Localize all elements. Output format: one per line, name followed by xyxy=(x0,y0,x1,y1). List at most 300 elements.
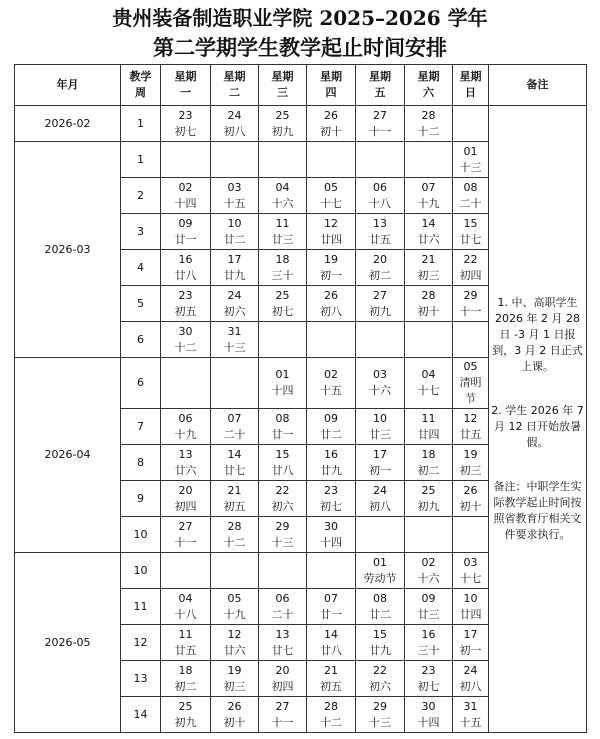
day-cell xyxy=(259,625,307,661)
header-remarks xyxy=(489,65,587,106)
day-cell xyxy=(259,589,307,625)
day-cell xyxy=(161,409,211,445)
day-number: 20 xyxy=(178,483,193,497)
title-line-1: 贵州装备制造职业学院 2025–2026 学年 xyxy=(112,6,488,30)
day-cell xyxy=(307,250,356,286)
empty-day-cell xyxy=(211,142,259,178)
day-number: 08 xyxy=(373,591,387,605)
day-cell xyxy=(161,625,211,661)
day-number: 31 xyxy=(227,324,242,338)
lunar-date: 三十 xyxy=(271,268,294,282)
day-cell xyxy=(356,697,405,733)
day-cell xyxy=(453,250,489,286)
day-cell xyxy=(356,553,405,589)
empty-day-cell xyxy=(405,322,453,358)
lunar-date: 初九 xyxy=(271,124,294,138)
day-number: 18 xyxy=(275,252,290,266)
empty-day-cell xyxy=(211,358,259,409)
day-cell xyxy=(161,517,211,553)
header-day-label: 星期五 xyxy=(369,70,391,99)
lunar-date: 廿八 xyxy=(174,268,197,282)
header-saturday xyxy=(405,65,453,106)
lunar-date: 初九 xyxy=(174,715,197,729)
day-cell xyxy=(453,142,489,178)
day-number: 16 xyxy=(178,252,193,266)
lunar-date: 初二 xyxy=(417,463,440,477)
week-number: 3 xyxy=(121,214,161,250)
day-cell xyxy=(405,214,453,250)
day-number: 17 xyxy=(227,252,242,266)
lunar-date: 初七 xyxy=(417,679,440,693)
lunar-date: 廿九 xyxy=(320,463,342,477)
lunar-date: 廿四 xyxy=(320,232,342,246)
day-number: 23 xyxy=(178,108,193,122)
header-monday xyxy=(161,65,211,106)
lunar-date: 廿二 xyxy=(223,232,246,246)
day-number: 25 xyxy=(421,483,436,497)
lunar-date: 初十 xyxy=(320,124,342,138)
day-cell xyxy=(453,697,489,733)
day-cell xyxy=(161,178,211,214)
empty-day-cell xyxy=(453,517,489,553)
day-cell xyxy=(161,661,211,697)
day-number: 27 xyxy=(373,288,387,302)
lunar-date: 十一 xyxy=(369,124,391,138)
lunar-date: 初三 xyxy=(223,679,246,693)
empty-day-cell xyxy=(259,142,307,178)
day-number: 24 xyxy=(463,663,478,677)
day-cell xyxy=(356,445,405,481)
lunar-date: 初十 xyxy=(417,304,440,318)
lunar-date: 初八 xyxy=(459,679,482,693)
day-number: 19 xyxy=(227,663,242,677)
lunar-date: 初七 xyxy=(271,304,294,318)
day-number: 29 xyxy=(373,699,387,713)
day-number: 14 xyxy=(324,627,338,641)
day-number: 30 xyxy=(421,699,436,713)
day-number: 06 xyxy=(178,411,193,425)
day-number: 08 xyxy=(463,180,478,194)
day-number: 23 xyxy=(421,663,436,677)
lunar-date: 初九 xyxy=(417,499,440,513)
empty-day-cell xyxy=(405,142,453,178)
lunar-date: 初二 xyxy=(369,268,391,282)
day-cell xyxy=(307,517,356,553)
month-label: 2026-02 xyxy=(44,116,91,130)
day-cell xyxy=(356,409,405,445)
lunar-date: 十三 xyxy=(459,160,482,174)
day-cell xyxy=(307,481,356,517)
day-number: 03 xyxy=(463,555,478,569)
empty-day-cell xyxy=(453,322,489,358)
day-cell xyxy=(453,214,489,250)
day-number: 13 xyxy=(373,216,387,230)
day-cell xyxy=(356,625,405,661)
day-number: 16 xyxy=(324,447,338,461)
header-sunday xyxy=(453,65,489,106)
day-cell xyxy=(161,106,211,142)
lunar-date: 十七 xyxy=(417,384,440,397)
lunar-date: 十八 xyxy=(369,196,391,210)
day-number: 05 xyxy=(463,360,478,373)
day-number: 18 xyxy=(421,447,436,461)
day-number: 09 xyxy=(421,591,436,605)
empty-day-cell xyxy=(259,322,307,358)
day-cell xyxy=(161,322,211,358)
day-cell xyxy=(453,481,489,517)
day-cell xyxy=(405,589,453,625)
lunar-date: 十三 xyxy=(223,340,246,354)
day-number: 29 xyxy=(275,519,290,533)
remarks-cell xyxy=(489,106,587,733)
remark-paragraph: 2. 学生 2026 年 7 月 12 日开始放暑假。 xyxy=(491,404,584,449)
lunar-date: 廿四 xyxy=(459,607,482,621)
day-cell xyxy=(405,358,453,409)
lunar-date: 初四 xyxy=(271,679,294,693)
day-cell xyxy=(211,661,259,697)
header-month-label: 年月 xyxy=(56,78,79,91)
day-cell xyxy=(405,661,453,697)
day-cell xyxy=(405,445,453,481)
lunar-date: 十五 xyxy=(320,384,342,397)
lunar-date: 二十 xyxy=(271,607,294,621)
day-number: 28 xyxy=(324,699,338,713)
day-cell xyxy=(453,286,489,322)
week-number: 9 xyxy=(121,481,161,517)
empty-day-cell xyxy=(307,553,356,589)
lunar-date: 初八 xyxy=(223,124,246,138)
day-cell xyxy=(356,214,405,250)
day-number: 12 xyxy=(463,411,478,425)
lunar-date: 廿三 xyxy=(417,607,440,621)
empty-day-cell xyxy=(307,142,356,178)
lunar-date: 廿七 xyxy=(459,232,482,246)
lunar-date: 初二 xyxy=(174,679,197,693)
day-number: 25 xyxy=(275,288,290,302)
header-day-label: 星期二 xyxy=(223,70,246,99)
day-number: 28 xyxy=(421,288,436,302)
day-cell xyxy=(161,286,211,322)
remark-paragraph: 1. 中、高职学生 2026 年 2 月 28 日 -3 月 1 日报到，3 月 2 日正式上课。 xyxy=(492,296,583,373)
lunar-date: 初一 xyxy=(369,463,391,477)
header-friday xyxy=(356,65,405,106)
day-number: 05 xyxy=(227,591,242,605)
day-cell xyxy=(453,553,489,589)
day-number: 22 xyxy=(373,663,387,677)
day-cell xyxy=(259,445,307,481)
week-number: 1 xyxy=(121,106,161,142)
empty-day-cell xyxy=(356,142,405,178)
lunar-date: 十四 xyxy=(417,715,440,729)
day-cell xyxy=(307,358,356,409)
day-cell xyxy=(161,445,211,481)
lunar-date: 廿八 xyxy=(320,643,342,657)
lunar-date: 廿二 xyxy=(369,607,391,621)
week-number: 2 xyxy=(121,178,161,214)
day-number: 16 xyxy=(421,627,436,641)
day-cell xyxy=(211,409,259,445)
month-label: 2026-04 xyxy=(44,448,91,461)
lunar-date: 十一 xyxy=(174,535,197,549)
schedule-table xyxy=(14,64,587,733)
day-number: 05 xyxy=(324,180,338,194)
document-title xyxy=(0,4,600,62)
lunar-date: 廿六 xyxy=(223,643,246,657)
header-remarks-label: 备注 xyxy=(526,78,549,91)
day-cell xyxy=(211,481,259,517)
lunar-date: 初十 xyxy=(223,715,246,729)
week-number: 12 xyxy=(121,625,161,661)
day-number: 11 xyxy=(275,216,290,230)
day-cell xyxy=(405,481,453,517)
day-cell xyxy=(307,589,356,625)
empty-day-cell xyxy=(356,322,405,358)
day-number: 15 xyxy=(275,447,290,461)
day-number: 23 xyxy=(178,288,193,302)
day-cell xyxy=(259,409,307,445)
empty-day-cell xyxy=(161,358,211,409)
day-number: 07 xyxy=(421,180,436,194)
day-number: 17 xyxy=(373,447,387,461)
month-cell xyxy=(15,142,121,358)
day-number: 31 xyxy=(463,699,478,713)
day-cell xyxy=(453,625,489,661)
day-number: 25 xyxy=(275,108,290,122)
header-week-label: 教学周 xyxy=(129,70,152,99)
header-week xyxy=(121,65,161,106)
day-number: 19 xyxy=(463,447,478,461)
day-cell xyxy=(161,589,211,625)
lunar-date: 十五 xyxy=(223,196,246,210)
lunar-date: 十三 xyxy=(369,715,391,729)
lunar-date: 十二 xyxy=(320,715,342,729)
day-number: 24 xyxy=(227,108,242,122)
day-cell xyxy=(211,322,259,358)
lunar-date: 十二 xyxy=(174,340,197,354)
day-cell xyxy=(211,178,259,214)
lunar-date: 十一 xyxy=(271,715,294,729)
lunar-date: 初九 xyxy=(369,304,391,318)
lunar-date: 初七 xyxy=(174,124,197,138)
day-number: 01 xyxy=(275,368,290,381)
day-number: 06 xyxy=(275,591,290,605)
lunar-date: 廿五 xyxy=(369,232,391,246)
week-number: 8 xyxy=(121,445,161,481)
lunar-date: 清明节 xyxy=(459,376,482,405)
day-number: 11 xyxy=(178,627,193,641)
day-cell xyxy=(405,697,453,733)
header-row xyxy=(15,65,587,106)
empty-day-cell xyxy=(161,553,211,589)
lunar-date: 廿九 xyxy=(223,268,246,282)
day-number: 01 xyxy=(463,144,478,158)
lunar-date: 初十 xyxy=(459,499,482,513)
week-number: 5 xyxy=(121,286,161,322)
month-cell xyxy=(15,553,121,733)
day-cell xyxy=(211,589,259,625)
day-cell xyxy=(405,106,453,142)
day-number: 22 xyxy=(463,252,478,266)
lunar-date: 十四 xyxy=(320,535,342,549)
day-number: 21 xyxy=(227,483,242,497)
day-cell xyxy=(259,661,307,697)
day-cell xyxy=(356,106,405,142)
lunar-date: 初一 xyxy=(320,268,342,282)
header-month xyxy=(15,65,121,106)
week-number: 11 xyxy=(121,589,161,625)
day-number: 15 xyxy=(463,216,478,230)
day-cell xyxy=(259,214,307,250)
day-number: 01 xyxy=(373,555,387,569)
day-cell xyxy=(307,697,356,733)
day-cell xyxy=(259,286,307,322)
day-number: 17 xyxy=(463,627,478,641)
lunar-date: 十二 xyxy=(417,124,440,138)
day-number: 15 xyxy=(373,627,387,641)
week-number: 10 xyxy=(121,553,161,589)
day-cell xyxy=(259,250,307,286)
day-cell xyxy=(307,178,356,214)
day-number: 14 xyxy=(227,447,242,461)
day-cell xyxy=(161,250,211,286)
day-number: 07 xyxy=(324,591,338,605)
lunar-date: 十四 xyxy=(174,196,197,210)
day-number: 04 xyxy=(275,180,290,194)
day-cell xyxy=(356,178,405,214)
week-number: 14 xyxy=(121,697,161,733)
week-number: 13 xyxy=(121,661,161,697)
lunar-date: 廿五 xyxy=(174,643,197,657)
remark-paragraph: 备注：中职学生实际教学起止时间按照省教育厅相关文件要求执行。 xyxy=(493,480,582,541)
day-number: 09 xyxy=(324,411,338,425)
day-number: 20 xyxy=(373,252,387,266)
day-cell xyxy=(453,178,489,214)
title-line-2: 第二学期学生教学起止时间安排 xyxy=(153,35,447,60)
lunar-date: 初三 xyxy=(459,463,482,477)
lunar-date: 初一 xyxy=(459,643,482,657)
day-cell xyxy=(211,517,259,553)
day-cell xyxy=(307,214,356,250)
lunar-date: 十六 xyxy=(271,196,294,210)
empty-day-cell xyxy=(453,106,489,142)
lunar-date: 二十 xyxy=(223,427,246,441)
day-number: 02 xyxy=(421,555,436,569)
lunar-date: 廿七 xyxy=(223,463,246,477)
month-label: 2026-05 xyxy=(44,635,91,649)
day-number: 18 xyxy=(178,663,193,677)
lunar-date: 廿一 xyxy=(320,607,342,621)
header-day-label: 星期日 xyxy=(459,70,482,99)
lunar-date: 廿八 xyxy=(271,463,294,477)
day-cell xyxy=(259,106,307,142)
week-number: 1 xyxy=(121,142,161,178)
lunar-date: 廿四 xyxy=(417,427,440,441)
day-cell xyxy=(405,286,453,322)
day-number: 02 xyxy=(178,180,193,194)
lunar-date: 廿五 xyxy=(459,427,482,441)
day-cell xyxy=(405,625,453,661)
lunar-date: 十九 xyxy=(417,196,440,210)
day-cell xyxy=(453,358,489,409)
day-cell xyxy=(405,553,453,589)
lunar-date: 初八 xyxy=(369,499,391,513)
day-number: 21 xyxy=(324,663,338,677)
header-thursday xyxy=(307,65,356,106)
lunar-date: 初八 xyxy=(320,304,342,318)
empty-day-cell xyxy=(161,142,211,178)
day-number: 10 xyxy=(227,216,242,230)
day-number: 30 xyxy=(178,324,193,338)
day-number: 09 xyxy=(178,216,193,230)
day-cell xyxy=(161,214,211,250)
lunar-date: 劳动节 xyxy=(363,571,397,585)
day-number: 26 xyxy=(227,699,242,713)
day-cell xyxy=(307,661,356,697)
empty-day-cell xyxy=(356,517,405,553)
day-cell xyxy=(259,358,307,409)
lunar-date: 廿三 xyxy=(369,427,391,441)
day-cell xyxy=(405,250,453,286)
day-cell xyxy=(211,625,259,661)
day-number: 04 xyxy=(178,591,193,605)
day-cell xyxy=(161,481,211,517)
lunar-date: 廿六 xyxy=(174,463,197,477)
day-cell xyxy=(307,445,356,481)
header-day-label: 星期一 xyxy=(174,70,197,99)
header-wednesday xyxy=(259,65,307,106)
week-number: 7 xyxy=(121,409,161,445)
lunar-date: 廿三 xyxy=(271,232,294,246)
lunar-date: 十二 xyxy=(223,535,246,549)
month-cell xyxy=(15,358,121,553)
day-number: 12 xyxy=(227,627,242,641)
empty-day-cell xyxy=(405,517,453,553)
lunar-date: 二十 xyxy=(459,196,482,210)
day-cell xyxy=(211,250,259,286)
lunar-date: 初六 xyxy=(369,679,391,693)
day-cell xyxy=(211,214,259,250)
day-number: 03 xyxy=(373,368,387,381)
day-number: 22 xyxy=(275,483,290,497)
lunar-date: 廿二 xyxy=(320,427,342,441)
day-number: 27 xyxy=(275,699,290,713)
day-number: 27 xyxy=(178,519,193,533)
lunar-date: 十九 xyxy=(174,427,197,441)
day-cell xyxy=(259,178,307,214)
lunar-date: 初五 xyxy=(223,499,246,513)
day-cell xyxy=(211,286,259,322)
lunar-date: 初三 xyxy=(417,268,440,282)
day-number: 29 xyxy=(463,288,478,302)
lunar-date: 十一 xyxy=(459,304,482,318)
lunar-date: 廿一 xyxy=(271,427,294,441)
header-day-label: 星期四 xyxy=(320,70,342,99)
header-day-label: 星期六 xyxy=(417,70,440,99)
day-cell xyxy=(259,481,307,517)
day-cell xyxy=(259,517,307,553)
day-number: 25 xyxy=(178,699,193,713)
day-cell xyxy=(161,697,211,733)
day-number: 30 xyxy=(324,519,338,533)
lunar-date: 初五 xyxy=(320,679,342,693)
empty-day-cell xyxy=(307,322,356,358)
day-number: 10 xyxy=(463,591,478,605)
lunar-date: 十四 xyxy=(271,384,294,397)
day-cell xyxy=(356,481,405,517)
day-number: 12 xyxy=(324,216,338,230)
lunar-date: 十六 xyxy=(369,384,391,397)
day-cell xyxy=(356,358,405,409)
